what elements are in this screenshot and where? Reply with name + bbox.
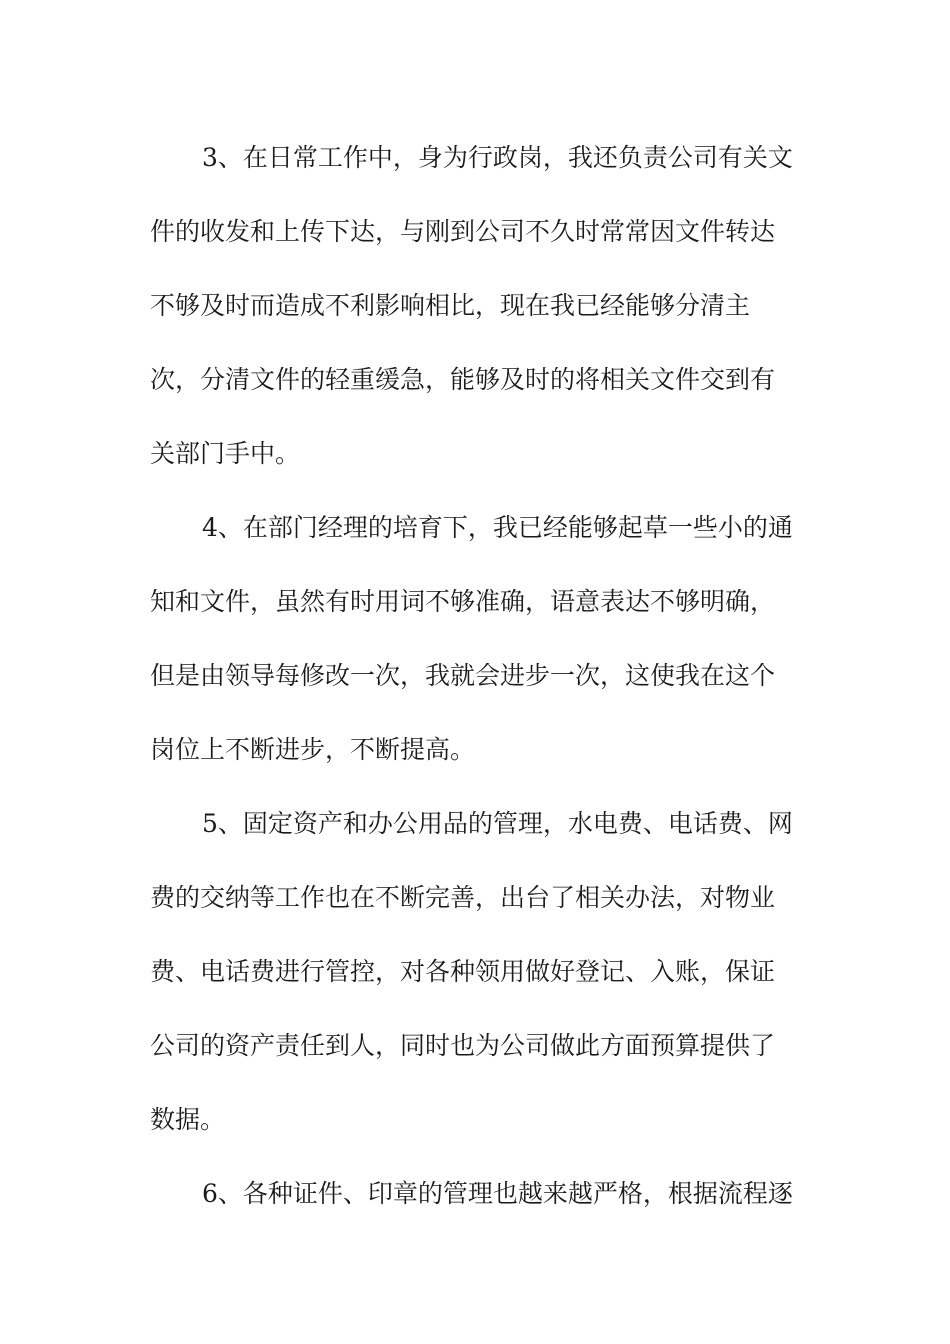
paragraph-3-line-5: 关部门手中。 [150,439,301,468]
paragraph-4-line-1: 4、在部门经理的培育下，我已经能够起草一些小的通 [202,513,793,542]
document-body [150,121,820,1231]
paragraph-4-line-3: 但是由领导每修改一次，我就会进步一次，这使我在这个 [150,661,776,690]
paragraph-3-line-3: 不够及时而造成不利影响相比，现在我已经能够分清主 [150,291,751,320]
paragraph-5-line-2: 费的交纳等工作也在不断完善，出台了相关办法，对物业 [150,883,776,912]
paragraph-5-line-4: 公司的资产责任到人，同时也为公司做此方面预算提供了 [150,1031,776,1060]
paragraph-5-line-1: 5、固定资产和办公用品的管理，水电费、电话费、网 [202,809,793,838]
paragraph-3-line-1: 3、在日常工作中，身为行政岗，我还负责公司有关文 [202,143,793,172]
paragraph-3-line-2: 件的收发和上传下达，与刚到公司不久时常常因文件转达 [150,217,776,246]
paragraph-6-line-1: 6、各种证件、印章的管理也越来越严格，根据流程逐 [202,1179,793,1208]
paragraph-5-line-5: 数据。 [150,1105,226,1134]
paragraph-5-line-3: 费、电话费进行管控，对各种领用做好登记、入账，保证 [150,957,776,986]
paragraph-3-line-4: 次，分清文件的轻重缓急，能够及时的将相关文件交到有 [150,365,776,394]
paragraph-4-line-4: 岗位上不断进步，不断提高。 [150,735,476,764]
paragraph-4-line-2: 知和文件，虽然有时用词不够准确，语意表达不够明确， [150,587,776,616]
